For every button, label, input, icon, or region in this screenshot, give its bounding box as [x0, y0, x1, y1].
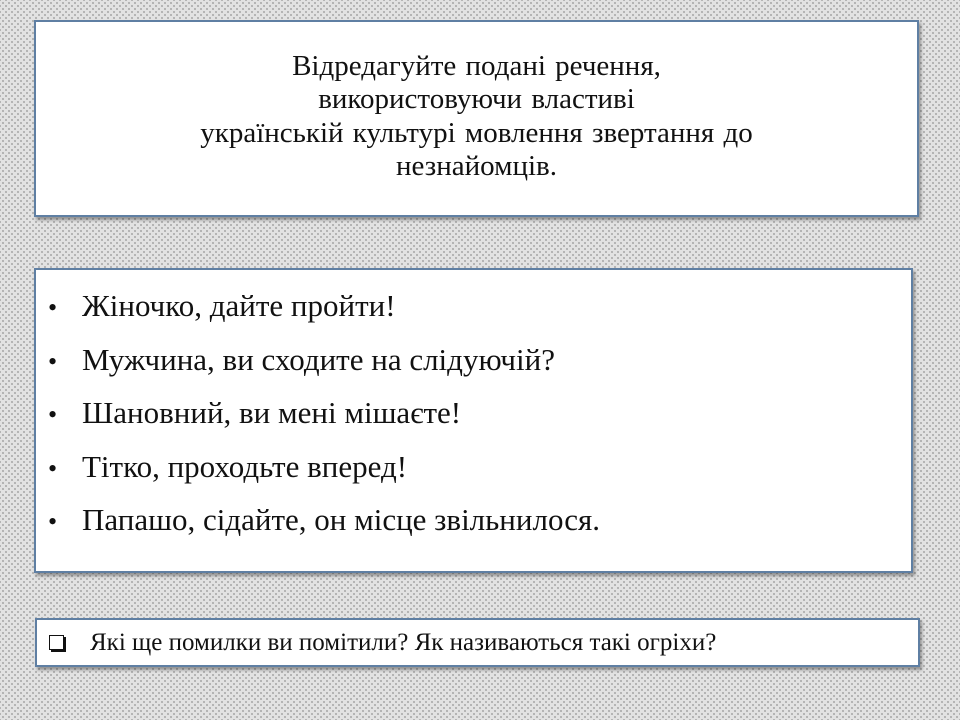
bullet-icon: • [48, 346, 58, 376]
list-item [48, 342, 911, 396]
sentence-text: Папашо, сідайте, он місце звільнилося. [82, 502, 600, 537]
list-item [48, 395, 911, 449]
title-line-4: незнайомців. [396, 149, 557, 182]
bullet-icon: • [48, 400, 58, 429]
checkbox-square-icon [49, 635, 64, 650]
title-line-3: українській культурі мовлення звертання до [200, 116, 753, 149]
bullet-icon: • [48, 293, 58, 322]
title-line-2: використовуючи властиві [318, 83, 635, 116]
question-text: Які ще помилки ви помітили? Як називаються такі огріхи? [90, 628, 717, 656]
list-item [48, 288, 911, 342]
list-item [48, 449, 911, 503]
sentence-list-box [34, 268, 913, 573]
sentence-text: Мужчина, ви сходите на слідуючій? [82, 341, 555, 377]
sentence-text: Жіночко, дайте пройти! [82, 288, 396, 323]
sentence-text: Тітко, проходьте вперед! [82, 448, 408, 484]
bullet-icon: • [48, 453, 58, 483]
question-box [35, 618, 920, 667]
title-line-1: Відредагуйте подані речення, [292, 49, 661, 82]
title-box [34, 20, 919, 217]
list-item [48, 502, 911, 556]
sentence-list [48, 288, 911, 556]
bullet-icon: • [48, 507, 58, 536]
sentence-text: Шановний, ви мені мішаєте! [82, 395, 462, 430]
